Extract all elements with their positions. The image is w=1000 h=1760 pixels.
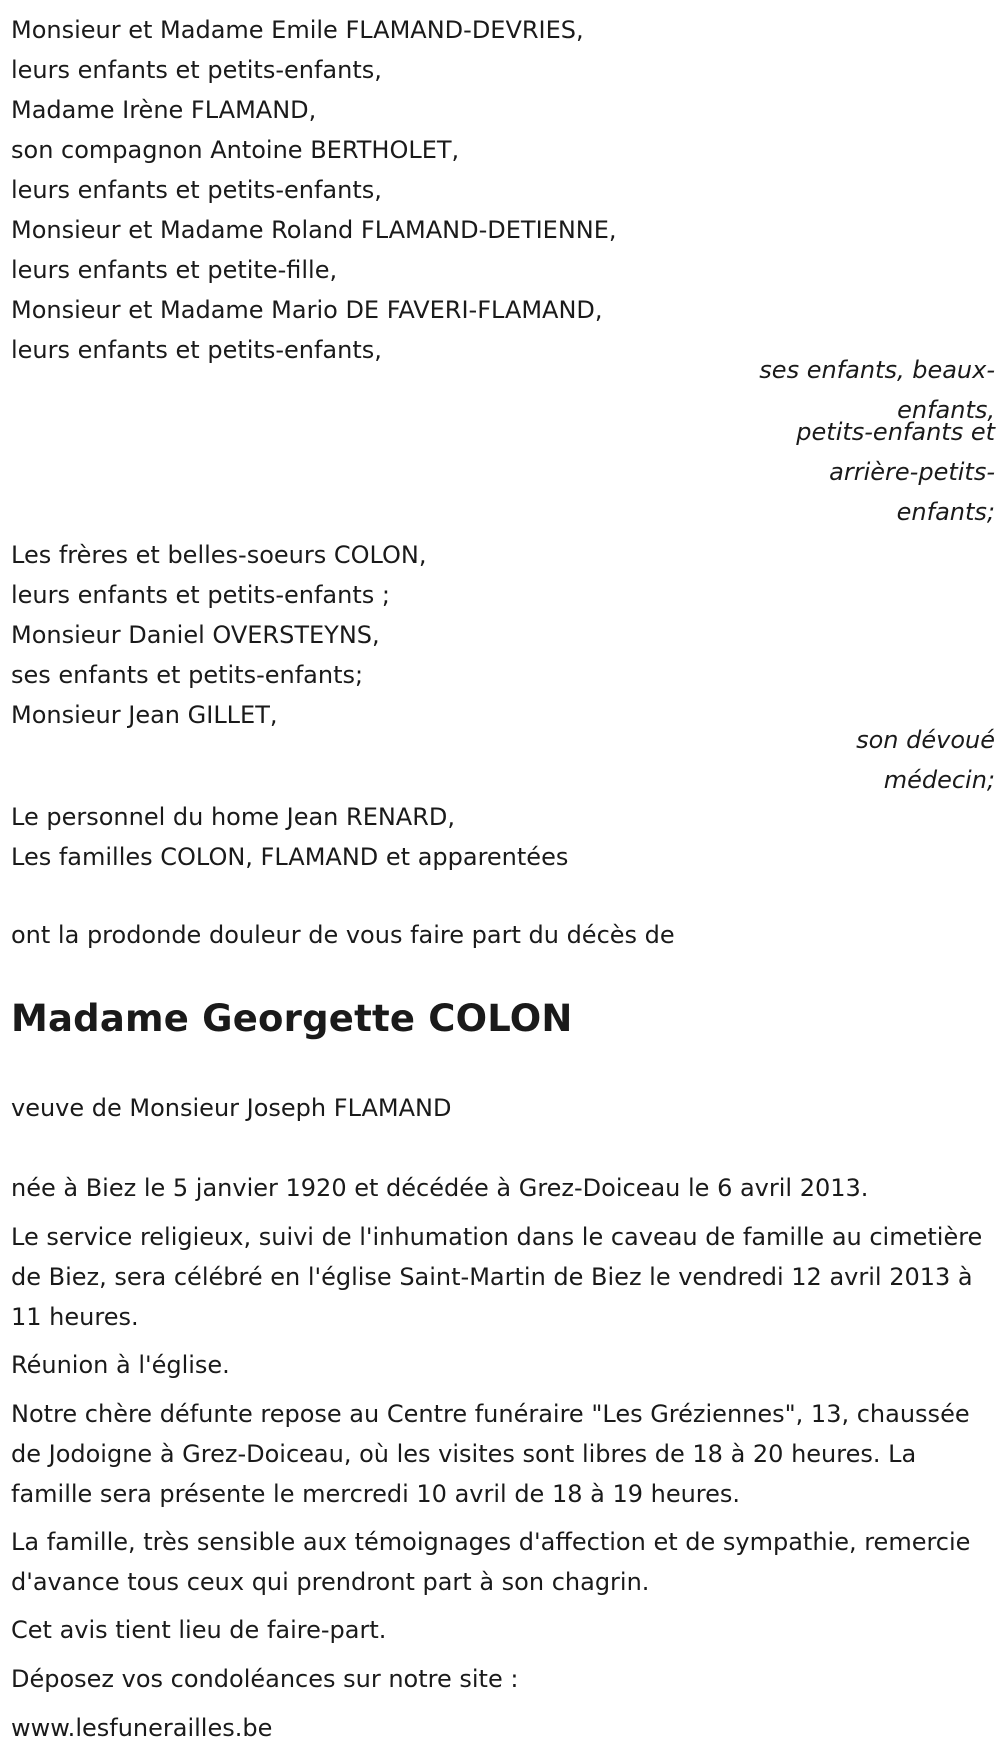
visitation-text: Notre chère défunte repose au Centre funéraire "Les Gréziennes", 13, chaussée de Jodoigne à Grez-Doiceau, où les visites sont libres de 18 à 20 heures. La famille sera présente le mercredi 10 avril de 18 à 19 heures. (11, 1400, 970, 1508)
family-line: Monsieur et Madame Emile FLAMAND-DEVRIES, (11, 16, 584, 44)
family-line: ses enfants et petits-enfants; (11, 661, 364, 689)
family-line: Les frères et belles-soeurs COLON, (11, 541, 427, 569)
thanks-text: La famille, très sensible aux témoignages d'affection et de sympathie, remercie d'avance tous ceux qui prendront part à son chagrin. (11, 1528, 971, 1596)
family-group-3 (11, 797, 568, 877)
announcement-text: ont la prodonde douleur de vous faire part du décès de (11, 921, 675, 949)
family-line: Le personnel du home Jean RENARD, (11, 803, 456, 831)
family-group-2 (11, 535, 427, 735)
family-line: Monsieur et Madame Mario DE FAVERI-FLAMAND, (11, 296, 603, 324)
service-text: Le service religieux, suivi de l'inhumation dans le caveau de famille au cimetière de Biez, sera célébré en l'église Saint-Martin de Biez le vendredi 12 avril 2013 à 11 heures. (11, 1223, 983, 1331)
family-group-1 (11, 10, 617, 370)
family-line: leurs enfants et petite-fille, (11, 256, 338, 284)
family-line: leurs enfants et petits-enfants, (11, 56, 382, 84)
condolences-text: Déposez vos condoléances sur notre site : (11, 1665, 519, 1693)
note-line: arrière-petits- (829, 458, 995, 486)
family-line: Monsieur et Madame Roland FLAMAND-DETIENNE, (11, 216, 617, 244)
family-line: Les familles COLON, FLAMAND et apparentées (11, 843, 569, 871)
family-line: leurs enfants et petits-enfants ; (11, 581, 390, 609)
note-line: petits-enfants et (796, 418, 995, 446)
website-link[interactable]: www.lesfunerailles.be (11, 1714, 273, 1742)
relation-note-doctor (695, 720, 995, 800)
family-line: Monsieur Daniel OVERSTEYNS, (11, 621, 380, 649)
relation-note-children (695, 350, 995, 532)
family-line: Madame Irène FLAMAND, (11, 96, 317, 124)
family-line: leurs enfants et petits-enfants, (11, 176, 382, 204)
notice-text: Cet avis tient lieu de faire-part. (11, 1616, 387, 1644)
birth-death-text: née à Biez le 5 janvier 1920 et décédée à Grez-Doiceau le 6 avril 2013. (11, 1174, 869, 1202)
family-line: leurs enfants et petits-enfants, (11, 336, 382, 364)
deceased-name: Madame Georgette COLON (11, 997, 573, 1040)
family-line: son compagnon Antoine BERTHOLET, (11, 136, 460, 164)
widow-of-text: veuve de Monsieur Joseph FLAMAND (11, 1094, 452, 1122)
family-line: Monsieur Jean GILLET, (11, 701, 278, 729)
note-line: ses enfants, beaux- (759, 356, 995, 384)
note-line: médecin; (883, 766, 995, 794)
meeting-text: Réunion à l'église. (11, 1351, 230, 1379)
note-line: son dévoué (856, 726, 995, 754)
note-line: enfants, (897, 396, 995, 424)
note-line: enfants; (896, 498, 995, 526)
